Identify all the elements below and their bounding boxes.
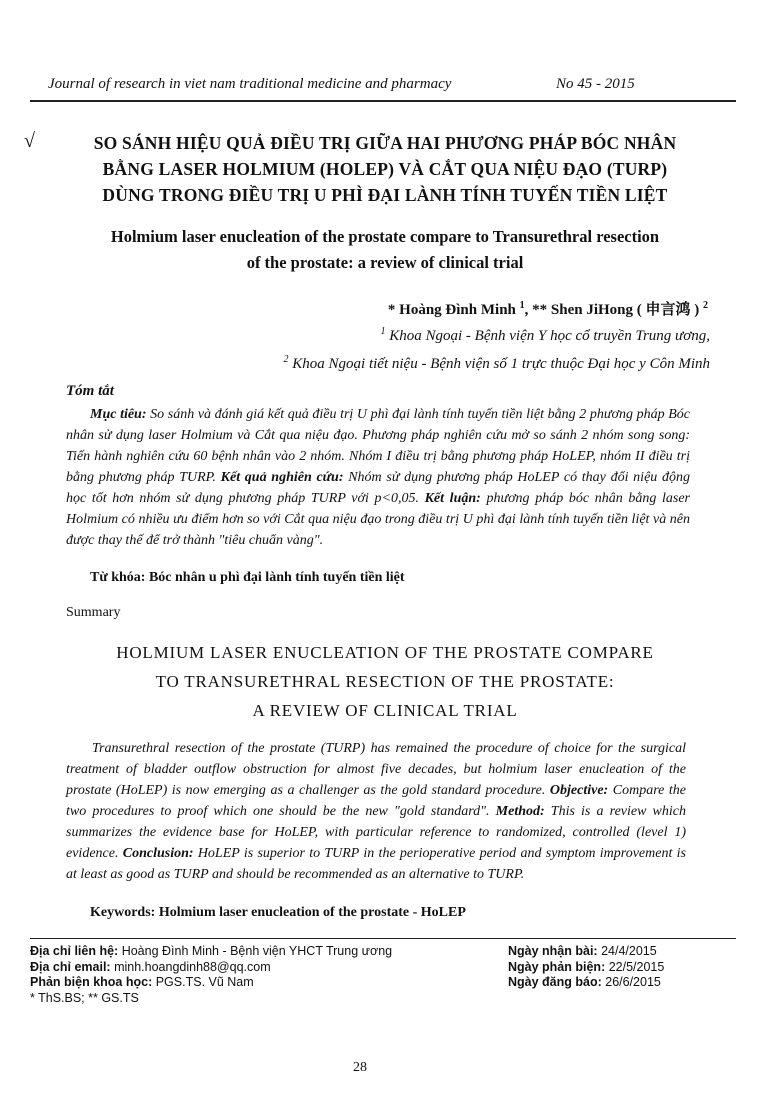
email-label: Địa chỉ email:	[30, 959, 111, 974]
english-title-line-1: Holmium laser enucleation of the prostate compare to Transurethral resection	[110, 227, 660, 246]
keywords-english: Keywords: Holmium laser enucleation of the prostate - HoLEP	[90, 905, 466, 920]
method-text: This is a review which summarizes the evidence base for HoLEP, with particular reference to randomized, controlled (level 1) evidence.	[66, 804, 686, 861]
aim-label: Mục tiêu:	[90, 407, 147, 422]
result-text: Nhóm sử dụng phương pháp HoLEP có thay đổi niệu động học tốt hơn nhóm sử dụng phương pháp TURP với p<0,05.	[66, 470, 690, 506]
conclusion-text-en: HoLEP is superior to TURP in the perioperative period and symptom improvement is at least as good as TURP and should be recommended as an alternative to TURP.	[66, 846, 686, 882]
aim-text: So sánh và đánh giá kết quả điều trị U phì đại lành tính tuyến tiền liệt bằng 2 phương pháp Bóc nhân sử dụng laser Holmium và Cắt qua niệu đạo. Phương pháp nghiên cứu mở so sánh 2 nhóm song song: Tiến hành nghiên cứu 60 bệnh nhân vào 2 nhóm. Nhóm I điều trị bằng phương pháp HoLEP, nhóm II điều trị bằng phương pháp TURP.	[66, 407, 691, 485]
footer-dates-block	[508, 944, 664, 991]
conclusion-text-vn: phương pháp bóc nhân bằng laser Holmium có nhiều ưu điểm hơn so với Cắt qua niệu đạo trong điều trị U phì đại lành tính tuyến tiền liệt và nên được thay thế để trở thành "tiêu chuẩn vàng".	[66, 491, 690, 548]
affiliation-2	[284, 354, 710, 373]
affiliation-1-superscript: 1	[380, 326, 386, 337]
english-title	[30, 224, 740, 276]
author-line	[388, 298, 708, 319]
summary-title-line-3: A REVIEW OF CLINICAL TRIAL	[252, 701, 518, 720]
english-title-line-2: of the prostate: a review of clinical trial	[246, 253, 524, 272]
received-line	[508, 944, 664, 960]
method-label: Method:	[489, 804, 545, 819]
conclusion-label-vn: Kết luận:	[418, 491, 481, 506]
objective-label: Objective:	[545, 783, 609, 798]
summary-title-line-1: HOLMIUM LASER ENUCLEATION OF THE PROSTATE COMPARE	[116, 643, 654, 662]
author-separator: ,	[524, 302, 533, 318]
email-line	[30, 960, 392, 976]
objective-text: Compare the two procedures to proof which one should be the new "gold standard".	[66, 783, 686, 819]
vietnamese-title	[30, 130, 740, 208]
journal-header: Journal of research in viet nam traditional medicine and pharmacy	[48, 76, 452, 92]
conclusion-label-en: Conclusion:	[118, 846, 194, 861]
intro-text: Transurethral resection of the prostate (TURP) has remained the procedure of choice for the surgical treatment of bladder outflow obstruction for almost five decades, but holmium laser enucleation of the prostate (HoLEP) is now emerging as a challenger as the gold standard procedure.	[66, 741, 686, 798]
author-2-superscript: 2	[703, 300, 708, 311]
affiliation-1	[381, 326, 711, 345]
reviewer-value: PGS.TS. Vũ Nam	[152, 975, 254, 989]
review-value: 22/5/2015	[605, 959, 665, 974]
review-line	[508, 960, 664, 976]
vietnamese-title-line-3: DÙNG TRONG ĐIỀU TRỊ U PHÌ ĐẠI LÀNH TÍNH TUYẾN TIỀN LIỆT	[102, 185, 668, 205]
keywords-vietnamese: Từ khóa: Bóc nhân u phì đại lành tính tuyến tiền liệt	[90, 570, 405, 585]
issue-number: No 45 - 2015	[556, 76, 635, 92]
published-line	[508, 975, 664, 991]
degrees-line: * ThS.BS; ** GS.TS	[30, 990, 139, 1005]
summary-title	[30, 638, 740, 725]
check-mark: √	[24, 130, 35, 152]
summary-heading: Summary	[66, 605, 121, 620]
email-value: minh.hoangdinh88@qq.com	[110, 959, 271, 974]
abstract-english	[66, 738, 686, 885]
author-2: ** Shen JiHong ( 申言鸿 )	[532, 302, 700, 318]
summary-title-line-2: TO TRANSURETHRAL RESECTION OF THE PROSTATE:	[155, 672, 615, 691]
vietnamese-title-line-1: SO SÁNH HIỆU QUẢ ĐIỀU TRỊ GIỮA HAI PHƯƠNG PHÁP BÓC NHÂN	[93, 133, 677, 153]
reviewer-label: Phản biện khoa học:	[30, 975, 153, 989]
footer-contact-block	[30, 944, 392, 1006]
published-label: Ngày đăng báo:	[508, 975, 602, 989]
author-1: * Hoàng Đình Minh	[387, 302, 516, 318]
abstract-vietnamese	[66, 404, 690, 551]
result-label: Kết quả nghiên cứu:	[215, 470, 344, 485]
page-number: 28	[353, 1060, 367, 1075]
vietnamese-title-line-2: BẰNG LASER HOLMIUM (HOLEP) VÀ CẮT QUA NIỆU ĐẠO (TURP)	[102, 159, 668, 179]
contact-line	[30, 944, 392, 960]
header-rule	[30, 100, 736, 102]
abstract-heading: Tóm tắt	[66, 383, 114, 399]
reviewer-line	[30, 975, 392, 991]
affiliation-2-superscript: 2	[283, 354, 289, 365]
contact-label: Địa chỉ liên hệ:	[30, 944, 119, 958]
received-value: 24/4/2015	[597, 944, 657, 958]
affiliation-2-text: Khoa Ngoại tiết niệu - Bệnh viện số 1 trực thuộc Đại học y Côn Minh	[288, 356, 710, 372]
review-label: Ngày phản biện:	[508, 959, 606, 974]
published-value: 26/6/2015	[601, 975, 661, 989]
contact-value: Hoàng Đình Minh - Bệnh viện YHCT Trung ương	[118, 944, 393, 958]
author-1-superscript: 1	[519, 300, 525, 311]
footer-rule	[30, 938, 736, 939]
received-label: Ngày nhận bài:	[508, 944, 598, 958]
affiliation-1-text: Khoa Ngoại - Bệnh viện Y học cổ truyền Trung ương,	[385, 328, 710, 344]
